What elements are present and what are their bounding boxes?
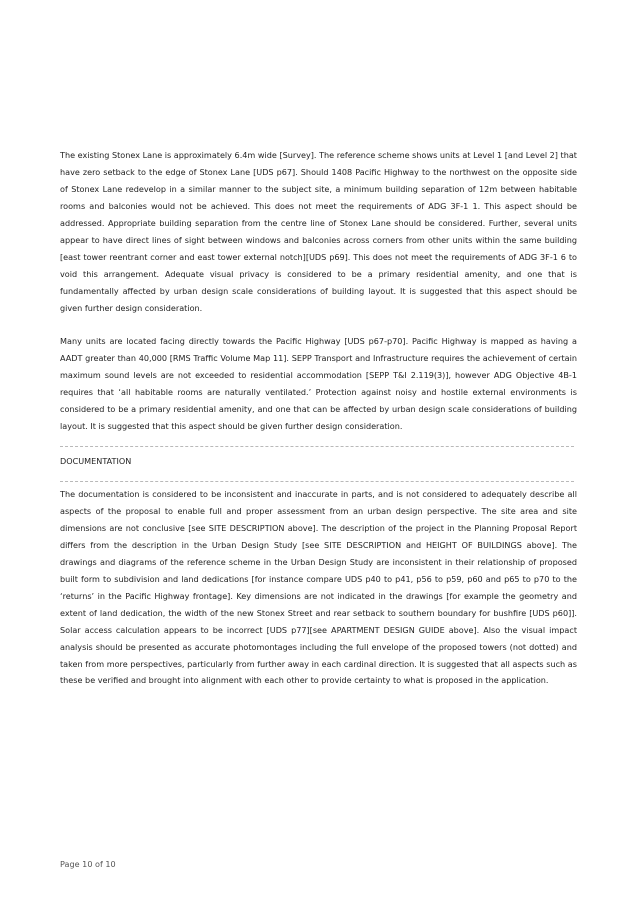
page-number: Page 10 of 10 (60, 859, 116, 869)
paragraph-stonex-lane-separation: The existing Stonex Lane is approximately 6.4m wide [Survey]. The reference scheme shows units at Level 1 [and Level 2] that have zero setback to the edge of Stonex Lane [UDS p67]. Should 1408 Pacific Highway to the northwest on the opposite side of Stonex Lane redevelop in a similar manner to the subject site, a minimum building separation of 12m between habitable rooms and balconies would not be achieved. This does not meet the requirements of ADG 3F-1 1. This aspect should be addressed. Appropriate building separation from the centre line of Stonex Lane should be considered. Further, several units appear to have direct lines of sight between windows and balconies across corners from other units within the same building [east tower reentrant corner and east tower external notch][UDS p69]. This does not meet the requirements of ADG 3F-1 6 to void this arrangement. Adequate visual privacy is considered to be a primary residential amenity, and one that is fundamentally affected by urban design scale considerations of building layout. It is suggested that this aspect should be given further design consideration. (60, 150, 577, 313)
paragraph-pacific-highway-noise: Many units are located facing directly towards the Pacific Highway [UDS p67-p70]. Pacific Highway is mapped as having a AADT greater than 40,000 [RMS Traffic Volume Map 11]. SEPP Transport and Infrastructure requires the achievement of certain maximum sound levels are not exceeded to residential accommodation [SEPP T&I 2.119(3)], however ADG Objective 4B-1 requires that ‘all habitable rooms are naturally ventilated.’ Protection against noisy and hostile external environments is considered to be a primary residential amenity, and one that can be affected by urban design scale considerations of building layout. It is suggested that this aspect should be given further design consideration. (60, 336, 577, 431)
section-heading: DOCUMENTATION (60, 456, 132, 466)
paragraph-documentation: The documentation is considered to be inconsistent and inaccurate in parts, and is not considered to adequately describe all aspects of the proposal to enable full and proper assessment from an urban design perspective. The site area and site dimensions are not conclusive [see SITE DESCRIPTION above]. The description of the project in the Planning Proposal Report differs from the description in the Urban Design Study [see SITE DESCRIPTION and HEIGHT OF BUILDINGS above]. The drawings and diagrams of the reference scheme in the Urban Design Study are inconsistent in their relationship of proposed built form to subdivision and land dedications [for instance compare UDS p40 to p41, p56 to p59, p60 and p65 to p70 to the ‘returns’ in the Pacific Highway frontage]. Key dimensions are not indicated in the drawings [for example the geometry and extent of land dedication, the width of the new Stonex Street and rear setback to southern boundary for bushfire [UDS p60]]. Solar access calculation appears to be incorrect [UDS p77][see APARTMENT DESIGN GUIDE above]. Also the visual impact analysis should be presented as accurate photomontages including the full envelope of the proposed towers (not dotted) and taken from more perspectives, particularly from further away in each cardinal direction. It is suggested that all aspects such as these be verified and brought into alignment with each other to provide certainty to what is proposed in the application. (60, 489, 577, 686)
section-divider-bottom (60, 481, 574, 482)
section-divider-top (60, 446, 574, 447)
